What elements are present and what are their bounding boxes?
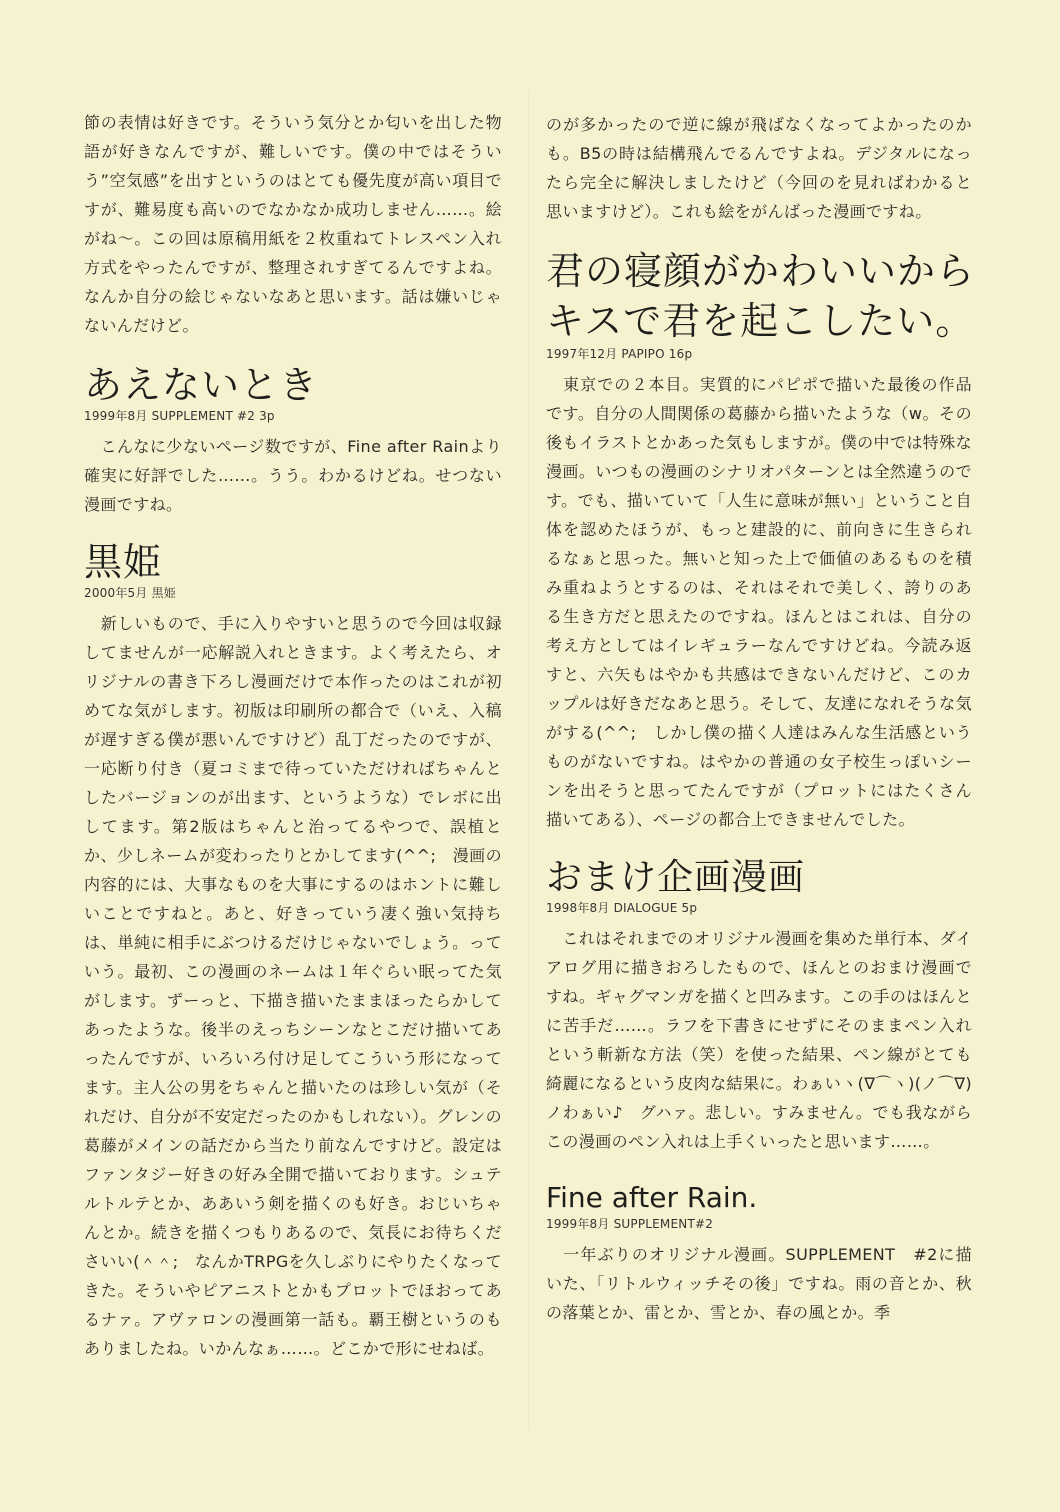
page-fold bbox=[528, 90, 529, 1430]
intro-paragraph-left: 節の表情は好きです。そういう気分とか匂いを出した物語が好きなんですが、難しいです。僕の中ではそういう”空気感”を出すというのはとても優先度が高い項目ですが、難易度も高いのでなかなか成功しません……。絵がね〜。この回は原稿用紙を２枚重ねてトレスペン入れ方式をやったんですが、整理されすぎてるんですよね。なんか自分の絵じゃないなあと思います。話は嫌いじゃないんだけど。 bbox=[84, 113, 502, 335]
section-title-kimi-no-negao-1: 君の寝顔がかわいいから bbox=[546, 249, 976, 293]
section-meta-omake: 1998年8月 DIALOGUE 5p bbox=[546, 901, 698, 915]
section-body-kimi-no-negao: 東京での２本目。実質的にパピポで描いた最後の作品です。自分の人間関係の葛藤から描いたような（w。その後もイラストとかあった気もしますが。僕の中では特殊な漫画。いつもの漫画のシナリオパターンとは全然違うのです。でも、描いていて「人生に意味が無い」ということ自体を認めたほうが、もっと建設的に、前向きに生きられるなぁと思った。無いと知った上で価値のあるものを積み重ねようとするのは、それはそれで美しく、誇りのある生き方だと思えたのですね。ほんとはこれは、自分の考え方としてはイレギュラーなんですけどね。今読み返すと、六矢もはやかも共感はできないんだけど、このカップルは好きだなあと思う。そして、友達になれそうな気がする(^^; しかし僕の描く人達はみんな生活感というものがないですね。はやかの普通の女子校生っぽいシーンを出そうと思ってたんですが（プロットにはたくさん描いてある）、ページの都合上できませんでした。 bbox=[546, 375, 972, 829]
section-title-fine-after-rain: Fine after Rain. bbox=[546, 1181, 758, 1214]
section-body-fine-after-rain: 一年ぶりのオリジナル漫画。SUPPLEMENT #2に描いた、「リトルウィッチその後」ですね。雨の音とか、秋の落葉とか、雷とか、雪とか、春の風とか。季 bbox=[546, 1245, 972, 1322]
section-body-aenai-toki: こんなに少ないページ数ですが、Fine after Rainより確実に好評でした……。うう。わかるけどね。せつない漫画ですね。 bbox=[84, 437, 502, 514]
right-column bbox=[546, 110, 976, 1327]
section-meta-aenai-toki: 1999年8月 SUPPLEMENT #2 3p bbox=[84, 409, 275, 423]
section-meta-fine-after-rain: 1999年8月 SUPPLEMENT#2 bbox=[546, 1217, 714, 1231]
section-meta-kurohime: 2000年5月 黒姫 bbox=[84, 586, 176, 600]
section-title-kimi-no-negao-2: キスで君を起こしたい。 bbox=[546, 299, 975, 343]
section-body-kurohime: 新しいもので、手に入りやすいと思うので今回は収録してませんが一応解説入れときます。よく考えたら、オリジナルの書き下ろし漫画だけで本作ったのはこれが初めてな気がします。初版は印刷所の都合で（いえ、入稿が遅すぎる僕が悪いんですけど）乱丁だったのですが、一応断り付き（夏コミまで待っていただければちゃんとしたバージョンのが出ます、というような）でレボに出してます。第2版はちゃんと治ってるやつで、誤植とか、少しネームが変わったりとかしてます(^^; 漫画の内容的には、大事なものを大事にするのはホントに難しいことですねと。あと、好きっていう凄く強い気持ちは、単純に相手にぶつけるだけじゃないでしょう。っていう。最初、この漫画のネームは１年ぐらい眠ってた気がします。ずーっと、下描き描いたままほったらかしてあったような。後半のえっちシーンなとこだけ描いてあったんですが、いろいろ付け足してこういう形になってます。主人公の男をちゃんと描いたのは珍しい気が（それだけ、自分が不安定だったのかもしれない）。グレンの葛藤がメインの話だから当たり前なんですけど。設定はファンタジー好きの好み全開で描いております。シュテルトルテとか、ああいう剣を描くのも好き。おじいちゃんとか。続きを描くつもりあるので、気長にお待ちくださいい(＾＾; なんかTRPGを久しぶりにやりたくなってきた。そういやピアニストとかもプロットでほおってあるナァ。アヴァロンの漫画第一話も。覇王樹というのもありましたね。いかんなぁ……。どこかで形にせねば。 bbox=[84, 614, 502, 1358]
section-meta-kimi-no-negao: 1997年12月 PAPIPO 16p bbox=[546, 347, 693, 361]
section-body-omake: これはそれまでのオリジナル漫画を集めた単行本、ダイアログ用に描きおろしたもので、ほんとのおまけ漫画ですね。ギャグマンガを描くと凹みます。この手のはほんとに苦手だ……。ラフを下書きにせずにそのままペン入れという斬新な方法（笑）を使った結果、ペン線がとても綺麗になるという皮肉な結果に。わぁいヽ(∇⌒ヽ)(ノ⌒∇)ノわぁい♪ グハァ。悲しい。すみません。でも我ながらこの漫画のペン入れは上手くいったと思います……。 bbox=[546, 929, 972, 1151]
left-column bbox=[84, 108, 502, 1363]
intro-paragraph-right: のが多かったので逆に線が飛ばなくなってよかったのかも。B5の時は結構飛んでるんですよね。デジタルになったら完全に解決しましたけど（今回のを見ればわかると思いますけど）。これも絵をがんばった漫画ですね。 bbox=[546, 115, 972, 221]
section-title-kurohime: 黒姫 bbox=[84, 540, 163, 584]
section-title-omake: おまけ企画漫画 bbox=[546, 857, 806, 898]
section-title-aenai-toki: あえないとき bbox=[84, 363, 319, 407]
